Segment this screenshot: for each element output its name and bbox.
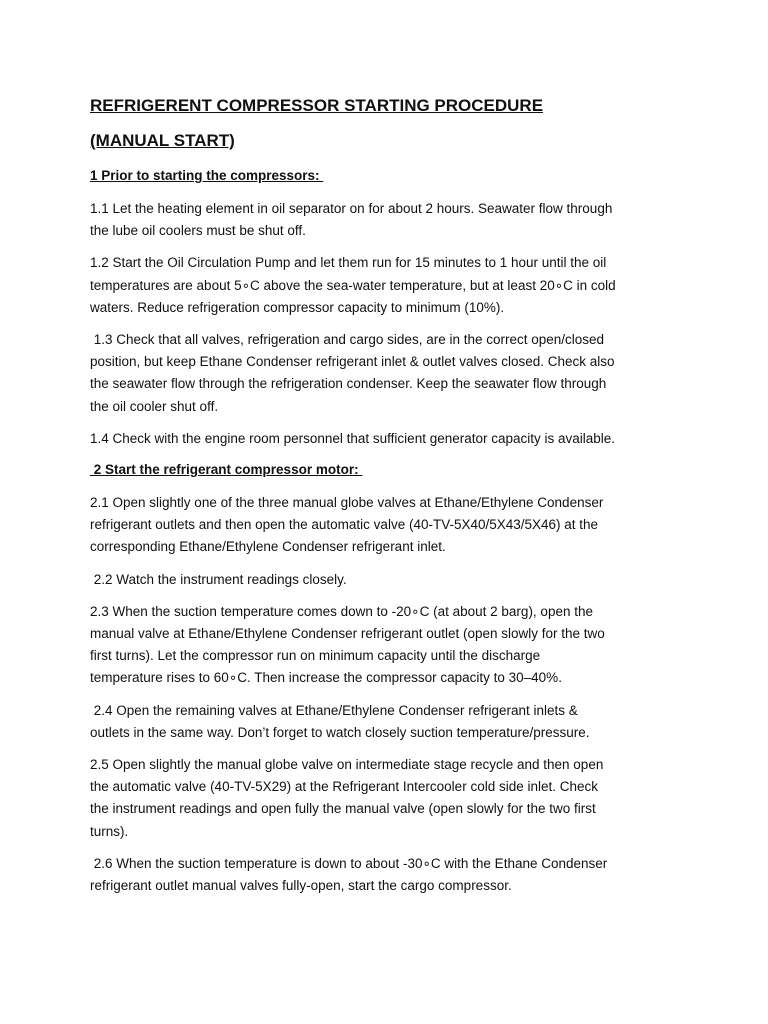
step-1-2: 1.2 Start the Oil Circulation Pump and let them run for 15 minutes to 1 hour until the oil temperatures are about 5∘C above the sea-water temperature, but at least 20∘C in cold waters. Reduce refrigeration compressor capacity to minimum (10%). — [90, 255, 616, 315]
step-2-2: 2.2 Watch the instrument readings closely. — [90, 571, 347, 587]
section-2-heading: 2 Start the refrigerant compressor motor: — [90, 462, 363, 478]
step-2-5: 2.5 Open slightly the manual globe valve on intermediate stage recycle and then open the automatic valve (40-TV-5X29) at the Refrigerant Intercooler cold side inlet. Check the instrument readings and open fully the manual valve (open slowly for the two first turns). — [90, 757, 604, 839]
step-1-4: 1.4 Check with the engine room personnel that sufficient generator capacity is available. — [90, 430, 616, 446]
document-title: REFRIGERENT COMPRESSOR STARTING PROCEDURE — [90, 96, 544, 115]
step-1-1: 1.1 Let the heating element in oil separator on for about 2 hours. Seawater flow through the lube oil coolers must be shut off. — [90, 201, 613, 239]
step-1-3: 1.3 Check that all valves, refrigeration and cargo sides, are in the correct open/closed position, but keep Ethane Condenser refrigerant inlet & outlet valves closed. Check also the seawater flow through the refrigeration condenser. Keep the seawater flow through the oil cooler shut off. — [90, 332, 615, 414]
step-2-4: 2.4 Open the remaining valves at Ethane/Ethylene Condenser refrigerant inlets & outlets in the same way. Don’t forget to watch closely suction temperature/pressure. — [90, 702, 590, 740]
document-body — [90, 94, 690, 907]
document-subtitle: (MANUAL START) — [90, 131, 235, 150]
section-1-heading: 1 Prior to starting the compressors: — [90, 168, 324, 183]
step-2-3: 2.3 When the suction temperature comes down to -20∘C (at about 2 barg), open the manual valve at Ethane/Ethylene Condenser refrigerant outlet (open slowly for the two first turns). Let the compressor run on minimum capacity until the discharge temperature rises to 60∘C. Then increase the compressor capacity to 30–40%. — [90, 603, 605, 686]
step-2-6: 2.6 When the suction temperature is down to about -30∘C with the Ethane Condenser refrigerant outlet manual valves fully-open, start the cargo compressor. — [90, 855, 608, 894]
step-2-1: 2.1 Open slightly one of the three manual globe valves at Ethane/Ethylene Condenser refrigerant outlets and then open the automatic valve (40-TV-5X40/5X43/5X46) at the corresponding Ethane/Ethylene Condenser refrigerant inlet. — [90, 495, 604, 555]
